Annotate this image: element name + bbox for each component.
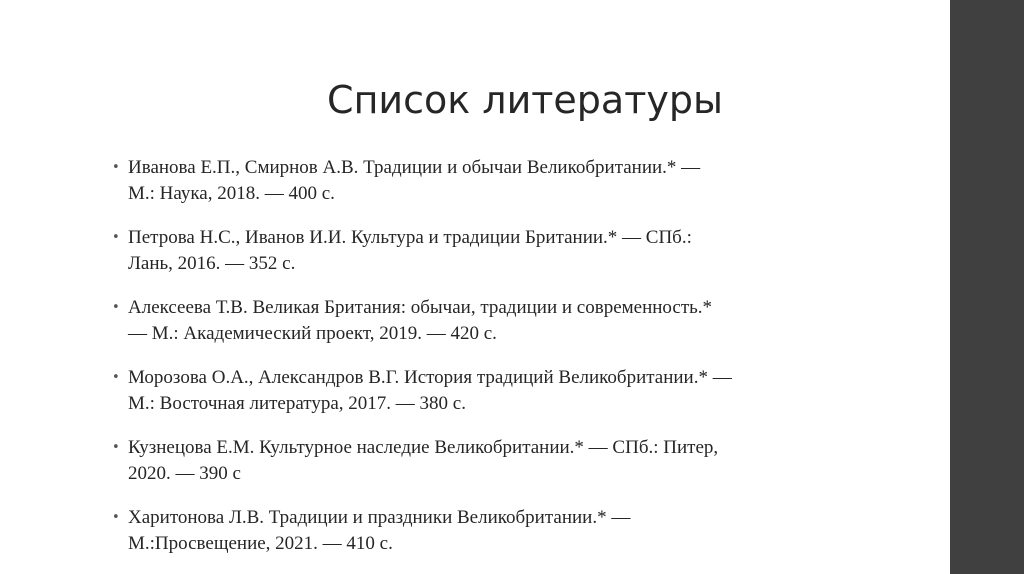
reference-item — [110, 435, 830, 487]
right-side-bar — [950, 0, 1024, 574]
reference-line: Иванова Е.П., Смирнов А.В. Традиции и обычаи Великобритании.* — — [128, 157, 701, 178]
reference-line: — М.: Академический проект, 2019. — 420 с. — [128, 323, 497, 344]
bullet-icon: • — [112, 300, 120, 315]
bullet-icon: • — [112, 440, 120, 455]
bullet-icon: • — [112, 370, 120, 385]
reference-line: 2020. — 390 с — [128, 463, 241, 484]
reference-item — [110, 505, 830, 557]
reference-item — [110, 295, 830, 347]
reference-item — [110, 225, 830, 277]
bullet-icon: • — [112, 510, 120, 525]
reference-line: Морозова О.А., Александров В.Г. История традиций Великобритании.* — — [128, 367, 732, 388]
reference-line: Харитонова Л.В. Традиции и праздники Великобритании.* — — [128, 507, 631, 528]
reference-line: Кузнецова Е.М. Культурное наследие Великобритании.* — СПб.: Питер, — [128, 437, 719, 458]
reference-line: М.: Наука, 2018. — 400 с. — [128, 183, 335, 204]
slide-title: Список литературы — [327, 78, 723, 122]
reference-line: Алексеева Т.В. Великая Британия: обычаи, традиции и современность.* — [128, 297, 713, 318]
reference-item — [110, 365, 830, 417]
bullet-icon: • — [112, 230, 120, 245]
reference-line: М.: Восточная литература, 2017. — 380 с. — [128, 393, 466, 414]
reference-list — [110, 155, 830, 574]
bullet-icon: • — [112, 160, 120, 175]
reference-line: Петрова Н.С., Иванов И.И. Культура и традиции Британии.* — СПб.: — [128, 227, 692, 248]
reference-line: М.:Просвещение, 2021. — 410 с. — [128, 533, 393, 554]
reference-line: Лань, 2016. — 352 с. — [128, 253, 296, 274]
reference-item — [110, 155, 830, 207]
